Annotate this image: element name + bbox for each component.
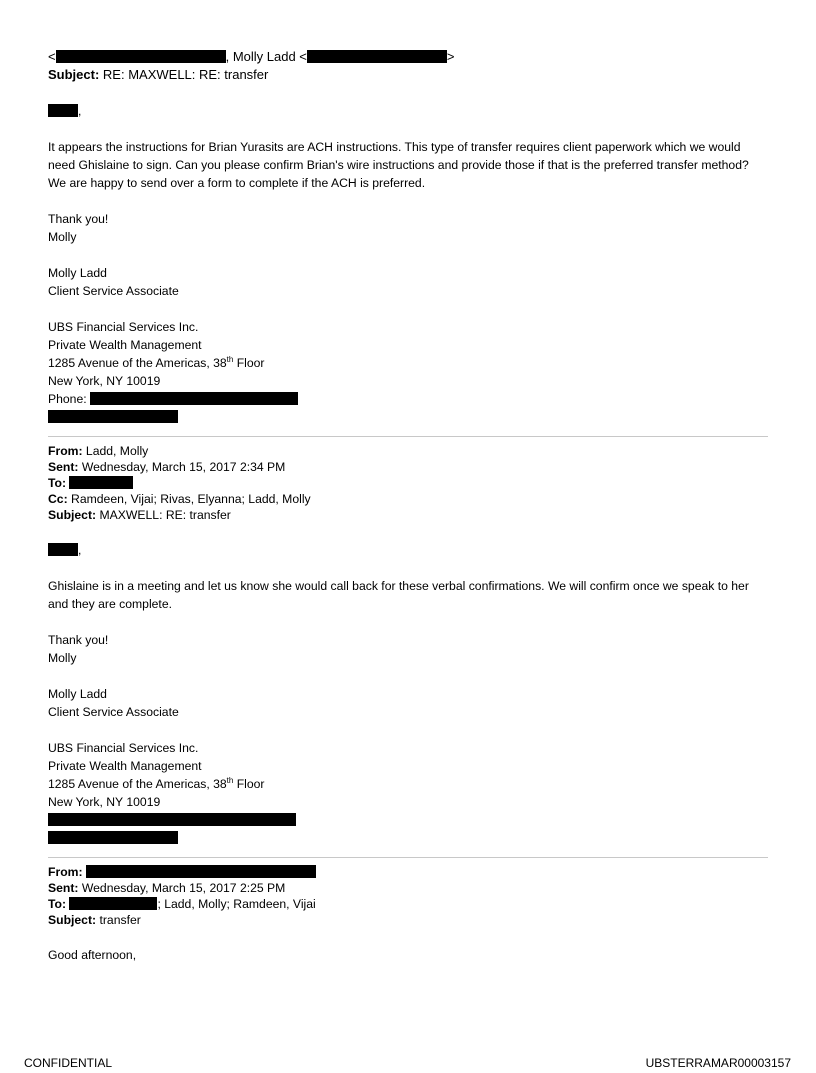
greeting-suffix: ,	[78, 104, 82, 118]
from-row	[48, 864, 768, 880]
address-post: Floor	[233, 356, 265, 370]
email-1	[48, 48, 768, 426]
divider	[48, 857, 768, 858]
address-line	[48, 775, 768, 793]
sent-label: Sent:	[48, 881, 79, 895]
from-label: From:	[48, 865, 83, 879]
divider	[48, 436, 768, 437]
recipient-line	[48, 48, 768, 66]
subject-label: Subject:	[48, 508, 97, 522]
redacted-line	[48, 408, 768, 426]
from-label: From:	[48, 444, 83, 458]
redacted-line	[48, 811, 768, 829]
sign-name: Molly	[48, 230, 77, 244]
body-paragraph: Ghislaine is in a meeting and let us know she would call back for these verbal confirmations. We will confirm once we speak to her and they are complete.	[48, 579, 749, 611]
redaction-bar	[307, 50, 447, 63]
company-name: UBS Financial Services Inc.	[48, 741, 199, 755]
greeting	[48, 541, 768, 559]
redaction-bar	[48, 410, 178, 423]
confidential-label: CONFIDENTIAL	[24, 1056, 113, 1070]
email-2	[48, 443, 768, 847]
redaction-bar	[56, 50, 226, 63]
recipient-name: , Molly Ladd <	[225, 49, 307, 64]
subject-row	[48, 912, 768, 928]
subject-value: transfer	[99, 913, 141, 927]
to-row	[48, 475, 768, 491]
bates-number: UBSTERRAMAR00003157	[645, 1056, 791, 1070]
cc-row	[48, 491, 768, 507]
division-name: Private Wealth Management	[48, 759, 202, 773]
to-row	[48, 896, 768, 912]
address-pre: 1285 Avenue of the Americas, 38	[48, 356, 227, 370]
greeting-suffix: ,	[78, 543, 82, 557]
subject-label: Subject:	[48, 67, 100, 82]
cc-label: Cc:	[48, 492, 68, 506]
address-pre: 1285 Avenue of the Americas, 38	[48, 777, 227, 791]
signature-name: Molly Ladd	[48, 266, 107, 280]
to-value: ; Ladd, Molly; Ramdeen, Vijai	[157, 897, 316, 911]
sent-row	[48, 880, 768, 896]
sent-value: Wednesday, March 15, 2017 2:25 PM	[81, 881, 286, 895]
subject-line	[48, 66, 768, 84]
address-sup: th	[226, 354, 234, 364]
greeting: Good afternoon,	[48, 948, 137, 962]
phone-line	[48, 390, 768, 408]
sent-label: Sent:	[48, 460, 79, 474]
angle-open: <	[48, 49, 56, 64]
phone-label: Phone:	[48, 392, 87, 406]
redaction-bar	[69, 476, 133, 489]
sent-row	[48, 459, 768, 475]
signature-name: Molly Ladd	[48, 687, 107, 701]
thanks: Thank you!	[48, 212, 109, 226]
city-line: New York, NY 10019	[48, 374, 161, 388]
email-header	[48, 864, 768, 928]
subject-value: MAXWELL: RE: transfer	[99, 508, 231, 522]
company-name: UBS Financial Services Inc.	[48, 320, 199, 334]
sent-value: Wednesday, March 15, 2017 2:34 PM	[81, 460, 286, 474]
from-row	[48, 443, 768, 459]
city-line: New York, NY 10019	[48, 795, 161, 809]
redaction-bar	[48, 104, 78, 117]
address-line	[48, 354, 768, 372]
division-name: Private Wealth Management	[48, 338, 202, 352]
subject-row	[48, 507, 768, 523]
from-value: Ladd, Molly	[85, 444, 149, 458]
address-sup: th	[226, 775, 234, 785]
redaction-bar	[86, 865, 316, 878]
subject-text: RE: MAXWELL: RE: transfer	[102, 67, 269, 82]
thanks: Thank you!	[48, 633, 109, 647]
email-header	[48, 443, 768, 523]
redaction-bar	[90, 392, 298, 405]
greeting	[48, 102, 768, 120]
redaction-bar	[48, 813, 296, 826]
to-label: To:	[48, 476, 67, 490]
redaction-bar	[69, 897, 157, 910]
signature-title: Client Service Associate	[48, 284, 179, 298]
email-document	[48, 48, 768, 964]
signature-title: Client Service Associate	[48, 705, 179, 719]
cc-value: Ramdeen, Vijai; Rivas, Elyanna; Ladd, Molly	[71, 492, 311, 506]
subject-label: Subject:	[48, 913, 97, 927]
redaction-bar	[48, 543, 78, 556]
address-post: Floor	[233, 777, 265, 791]
body-paragraph: It appears the instructions for Brian Yurasits are ACH instructions. This type of transfer requires client paperwork which we would need Ghislaine to sign. Can you please confirm Brian's wire instructions and provide those if that is the preferred transfer method? We are happy to send over a form to complete if the ACH is preferred.	[48, 140, 749, 190]
angle-close: >	[446, 49, 455, 64]
to-label: To:	[48, 897, 67, 911]
redacted-line	[48, 829, 768, 847]
redaction-bar	[48, 831, 178, 844]
email-3	[48, 864, 768, 964]
sign-name: Molly	[48, 651, 77, 665]
